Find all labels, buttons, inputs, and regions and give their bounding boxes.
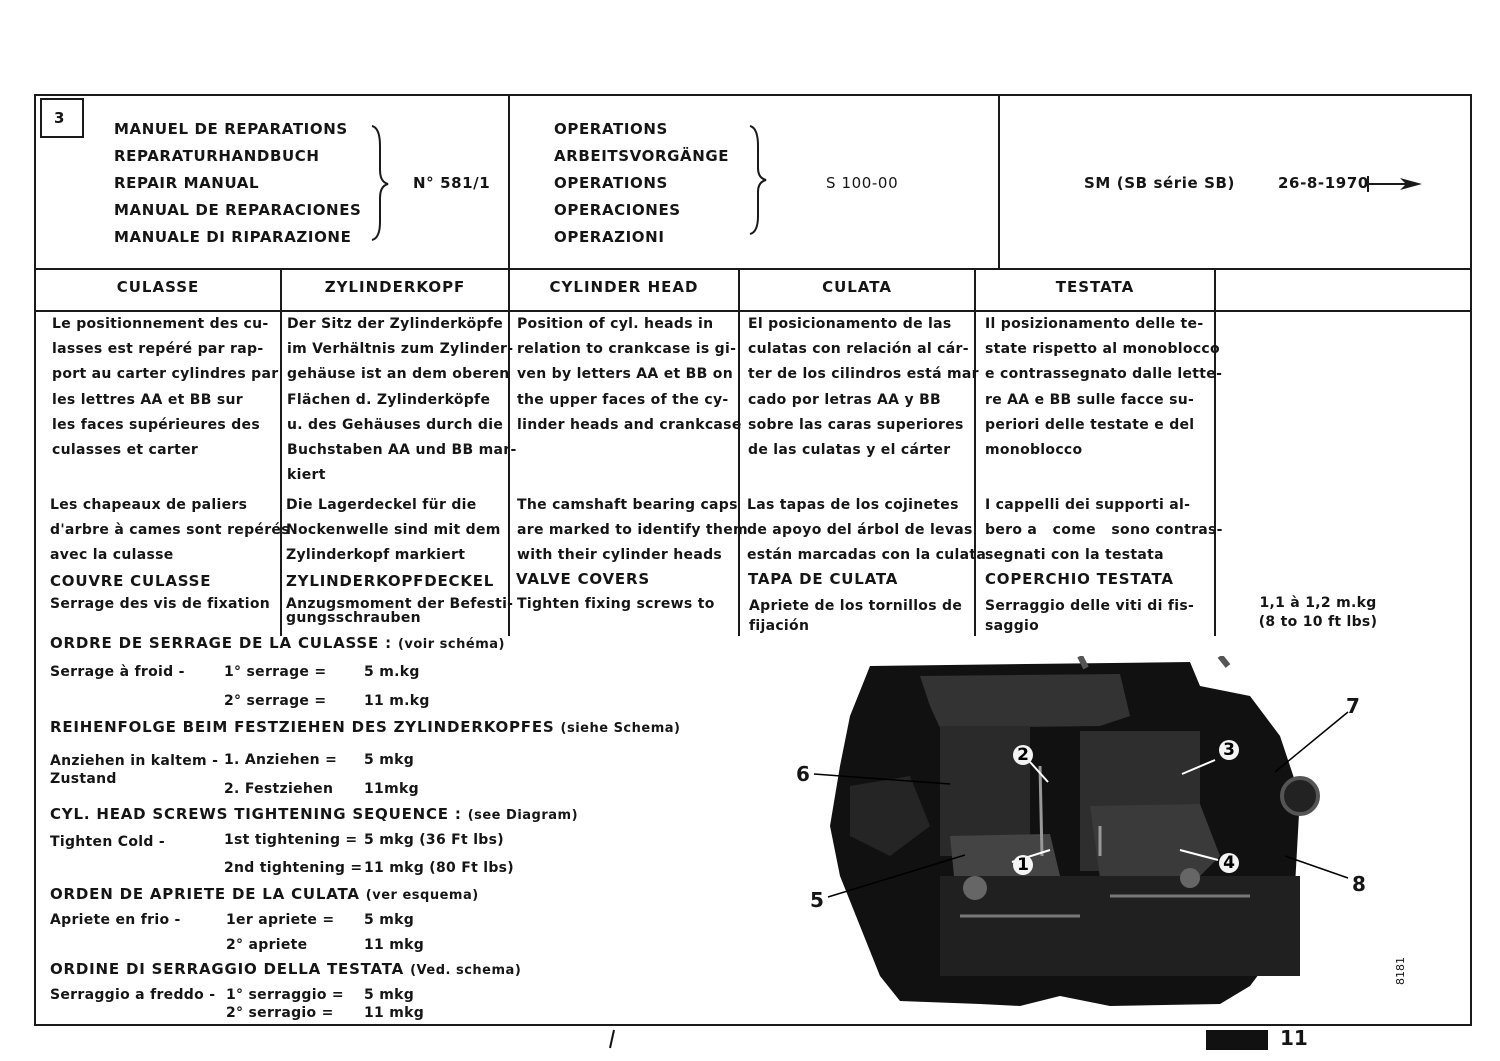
column-header-german: ZYLINDERKOPF — [324, 278, 466, 296]
step-label: 1° serraggio = — [226, 987, 344, 1003]
torque-label-italian: Serraggio delle viti di fis- saggio — [985, 598, 1195, 634]
column-header-french: CULASSE — [116, 278, 200, 296]
callout-lines — [780, 690, 1380, 920]
torque-value — [1216, 594, 1420, 632]
step-label: 2° serragio = — [226, 1005, 334, 1021]
model-label: SM (SB série SB) — [1084, 174, 1235, 192]
subhead-english: VALVE COVERS — [516, 570, 650, 588]
step-label: 1. Anziehen = — [224, 752, 338, 768]
sequence-badge: 1 — [1013, 855, 1033, 875]
sequence-title-german: REIHENFOLGE BEIM FESTZIEHEN DES ZYLINDERKOPFES (siehe Schema) — [50, 718, 681, 736]
operation-code: S 100-00 — [826, 174, 899, 192]
position-text-italian: Il posizionamento delle te- state rispetto al monoblocco e contrassegnato dalle lette- re AA e BB sulle facce su- periori delle testate e del monoblocco — [985, 316, 1223, 459]
operation-label: OPERATIONS — [554, 120, 668, 138]
step-value: 11 mkg — [364, 1005, 425, 1021]
sequence-label-italian: Serraggio a freddo - — [50, 987, 216, 1003]
sequence-title-spanish: ORDEN DE APRIETE DE LA CULATA (ver esquema) — [50, 885, 479, 903]
operations-list — [554, 116, 729, 251]
step-value: 5 mkg — [364, 912, 415, 928]
sequence-label-french: Serrage à froid - — [50, 664, 185, 680]
manual-titles — [114, 116, 361, 251]
camshaft-text-english: The camshaft bearing caps are marked to identify them with their cylinder heads — [517, 497, 748, 564]
torque-label-spanish: Apriete de los tornillos de fijación — [749, 598, 963, 634]
camshaft-text-german: Die Lagerdeckel für die Nockenwelle sind mit dem Zylinderkopf markiert — [286, 497, 501, 564]
step-value: 5 mkg (36 Ft lbs) — [364, 832, 504, 848]
step-label: 1° serrage = — [224, 664, 327, 680]
sequence-title-french: ORDRE DE SERRAGE DE LA CULASSE : (voir schéma) — [50, 634, 505, 652]
subhead-spanish: TAPA DE CULATA — [748, 570, 899, 588]
step-value: 5 mkg — [364, 752, 415, 768]
date-label: 26-8-1970 — [1278, 174, 1369, 192]
manual-title: REPARATURHANDBUCH — [114, 147, 320, 165]
sequence-title-english: CYL. HEAD SCREWS TIGHTENING SEQUENCE : (see Diagram) — [50, 805, 579, 823]
torque-label-german: Anzugsmoment der Befesti- gungsschrauben — [286, 596, 514, 626]
sequence-label-english: Tighten Cold - — [50, 834, 165, 850]
page-footer-number: 11 — [1280, 1026, 1308, 1050]
position-text-english: Position of cyl. heads in relation to crankcase is gi- ven by letters AA et BB on the upper faces of the cy- linder heads and crankcase — [517, 316, 742, 433]
header-separator-1 — [508, 94, 510, 268]
brace-icon — [368, 122, 390, 244]
brace-icon — [746, 122, 768, 238]
operation-label: OPERACIONES — [554, 201, 681, 219]
column-header-spanish: CULATA — [822, 278, 892, 296]
page-number-box: 3 — [40, 98, 84, 138]
operation-label: ARBEITSVORGÄNGE — [554, 147, 730, 165]
arrow-right-icon — [1366, 174, 1424, 194]
step-label: 2° serrage = — [224, 693, 327, 709]
header-divider — [34, 268, 1472, 270]
camshaft-text-spanish: Las tapas de los cojinetes de apoyo del árbol de levas están marcadas con la culata — [747, 497, 987, 564]
operation-label: OPERAZIONI — [554, 228, 665, 246]
step-value: 11 m.kg — [364, 693, 430, 709]
step-label: 2nd tightening = — [224, 860, 363, 876]
column-header-english: CYLINDER HEAD — [549, 278, 699, 296]
callout-label: 7 — [1346, 694, 1360, 718]
camshaft-text-italian: I cappelli dei supporti al- bero a come sono contras- segnati con la testata — [985, 497, 1223, 564]
manual-number: N° 581/1 — [413, 174, 491, 192]
step-value: 11 mkg — [364, 937, 425, 953]
torque-label-french: Serrage des vis de fixation — [50, 596, 271, 612]
manual-title: MANUEL DE REPARATIONS — [114, 120, 348, 138]
step-label: 1er apriete = — [226, 912, 335, 928]
step-label: 2° apriete — [226, 937, 308, 953]
torque-label-english: Tighten fixing screws to — [517, 596, 715, 612]
manual-title: REPAIR MANUAL — [114, 174, 260, 192]
step-value: 11 mkg (80 Ft lbs) — [364, 860, 514, 876]
sequence-badge: 3 — [1219, 740, 1239, 760]
operation-label: OPERATIONS — [554, 174, 668, 192]
position-text-spanish: El posicionamento de las culatas con relación al cár- ter de los cilindros está mar cado por letras AA y BB sobre las caras superiores de las culatas y el cárter — [748, 316, 979, 459]
manual-title: MANUALE DI RIPARAZIONE — [114, 228, 352, 246]
step-label: 1st tightening = — [224, 832, 358, 848]
sequence-title-italian: ORDINE DI SERRAGGIO DELLA TESTATA (Ved. schema) — [50, 960, 522, 978]
position-text-german: Der Sitz der Zylinderköpfe im Verhältnis zum Zylinder- gehäuse ist an dem oberen Flächen d. Zylinderköpfe u. des Gehäuses durch die Buchstaben AA und BB mar- kiert — [287, 316, 517, 484]
callout-label: 6 — [796, 762, 810, 786]
torque-value-mkg: 1,1 à 1,2 m.kg — [1259, 595, 1377, 611]
photo-reference: 8181 — [1394, 957, 1407, 985]
subhead-german: ZYLINDERKOPFDECKEL — [286, 572, 495, 590]
column-header-italian: TESTATA — [1055, 278, 1135, 296]
callout-label: 5 — [810, 888, 824, 912]
sequence-badge: 4 — [1219, 853, 1239, 873]
step-label: 2. Festziehen — [224, 781, 334, 797]
sequence-badge: 2 — [1013, 745, 1033, 765]
footer-black-bar — [1206, 1030, 1268, 1050]
subhead-italian: COPERCHIO TESTATA — [985, 570, 1174, 588]
scan-mark — [604, 1028, 618, 1050]
sequence-label-spanish: Apriete en frio - — [50, 912, 181, 928]
position-text-french: Le positionnement des cu- lasses est repéré par rap- port au carter cylindres par les lettres AA et BB sur les faces supérieures des culasses et carter — [52, 316, 279, 459]
step-value: 11mkg — [364, 781, 419, 797]
step-value: 5 m.kg — [364, 664, 420, 680]
callout-label: 8 — [1352, 872, 1366, 896]
torque-value-ftlbs: (8 to 10 ft lbs) — [1258, 614, 1378, 630]
sequence-label-german: Anziehen in kaltem - Zustand — [50, 753, 219, 787]
manual-title: MANUAL DE REPARACIONES — [114, 201, 362, 219]
subhead-french: COUVRE CULASSE — [50, 572, 212, 590]
header-separator-2 — [998, 94, 1000, 268]
column-separator-1 — [280, 268, 282, 636]
step-value: 5 mkg — [364, 987, 415, 1003]
camshaft-text-french: Les chapeaux de paliers d'arbre à cames sont repérés avec la culasse — [50, 497, 290, 564]
